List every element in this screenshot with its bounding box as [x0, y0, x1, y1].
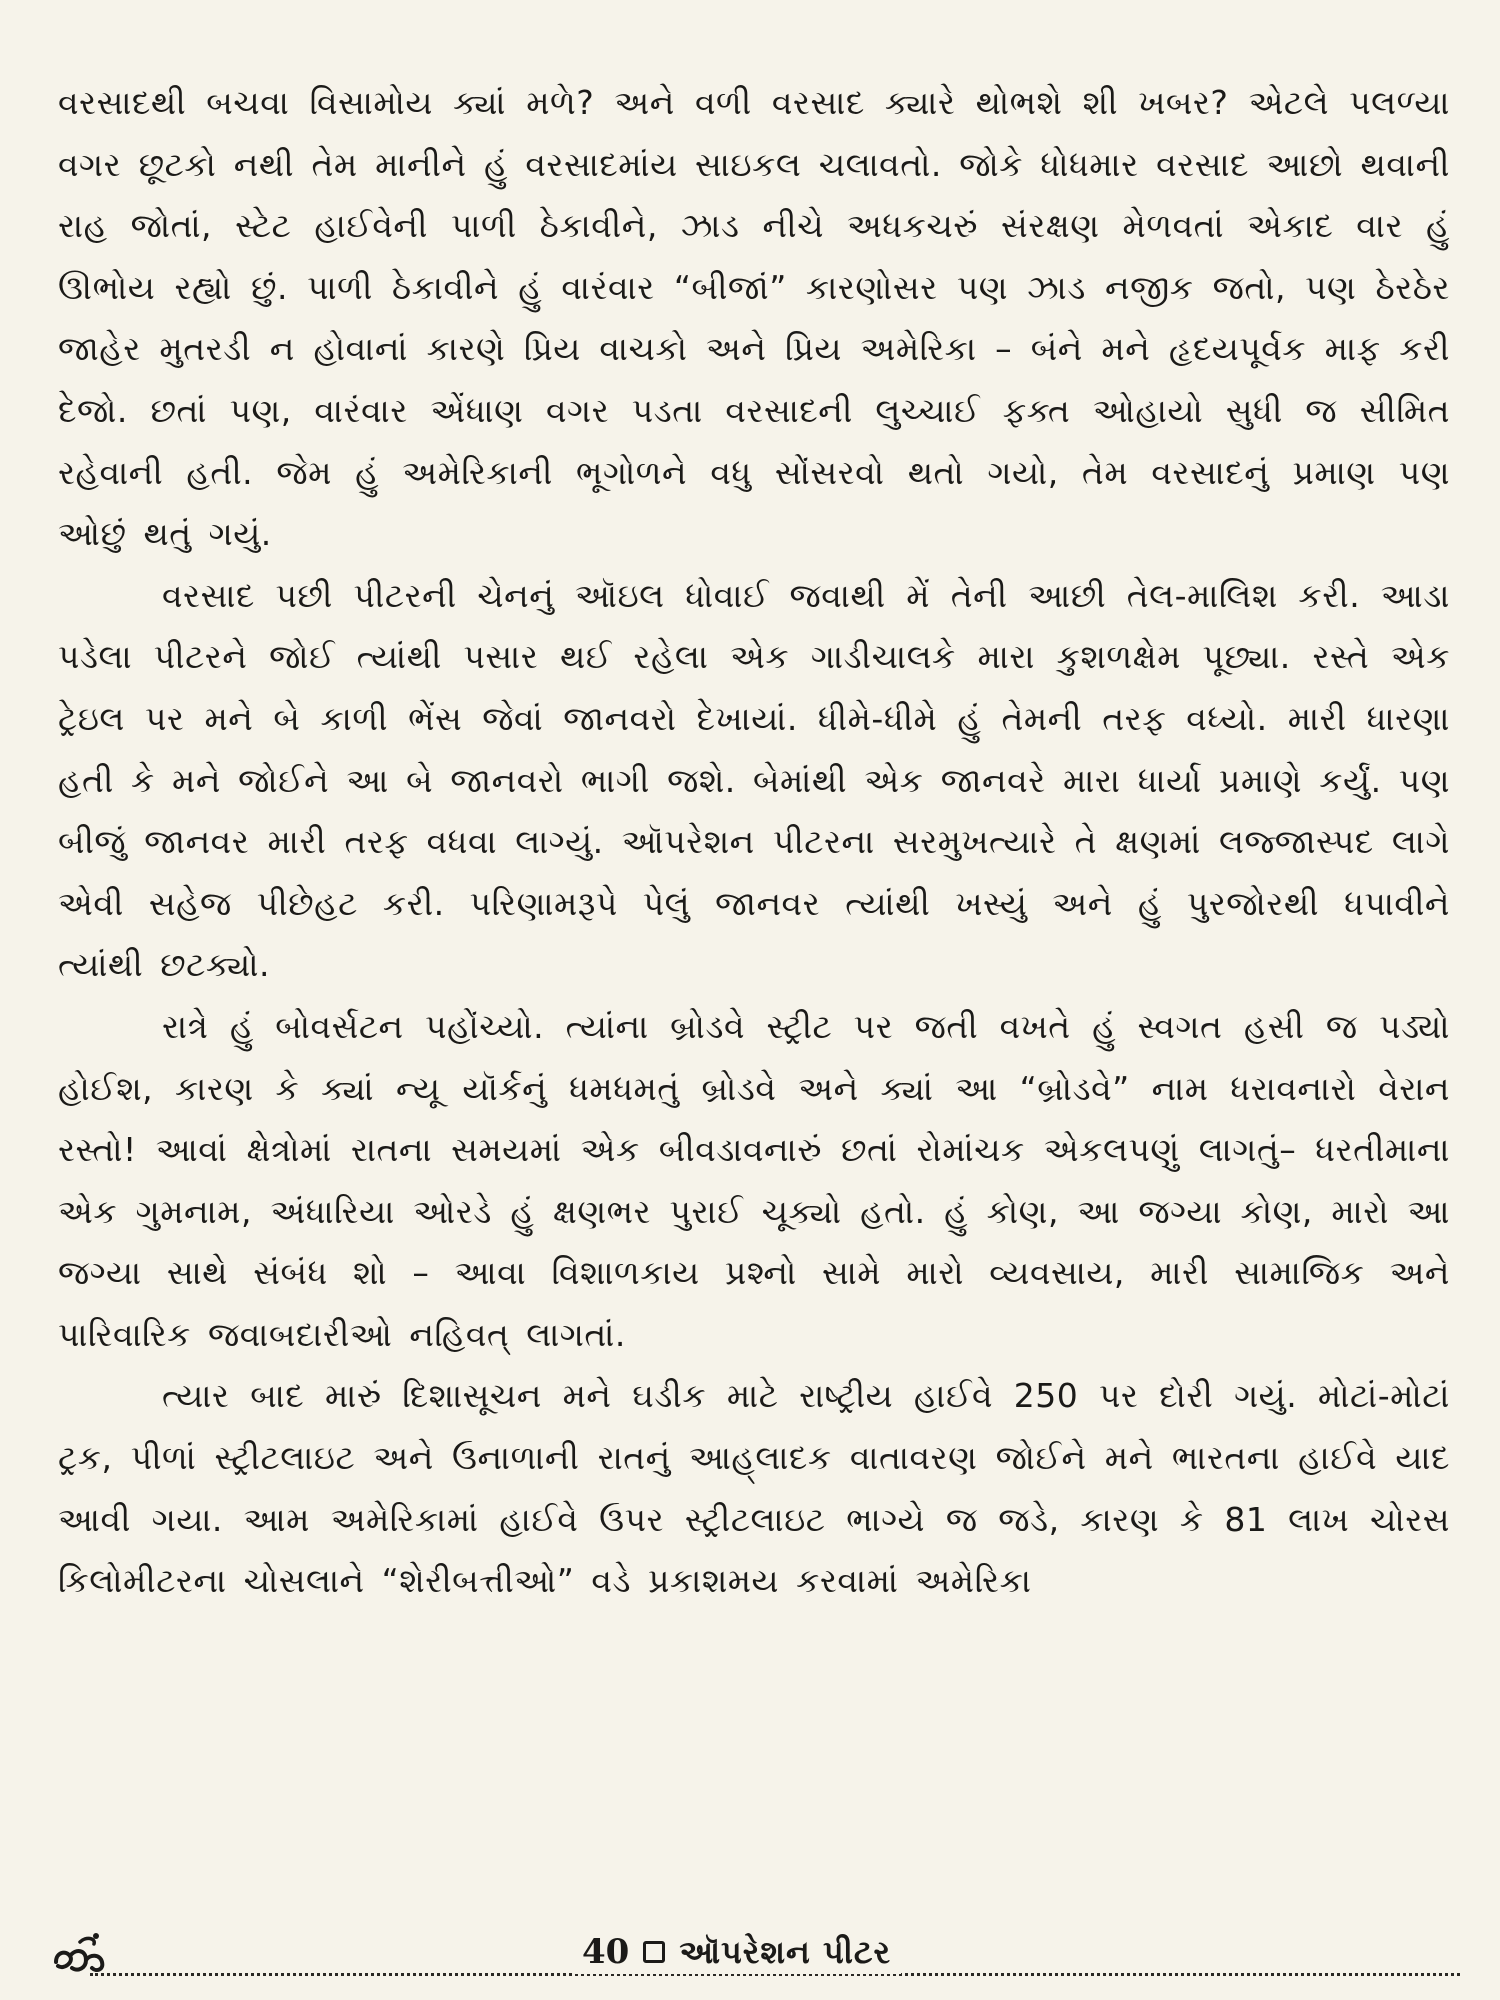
book-title: ઑપરેશન પીટર: [679, 1932, 892, 1971]
paragraph-3: રાત્રે હું બોવર્સટન પહોંચ્યો. ત્યાંના બ્રોડવે સ્ટ્રીટ પર જતી વખતે હું સ્વગત હસી જ પડ્યો હોઈશ, કારણ કે ક્યાં ન્યૂ યૉર્કનું ધમધમતું બ્રોડવે અને ક્યાં આ “બ્રોડવે” નામ ધરાવનારો વેરાન રસ્તો! આવાં ક્ષેત્રોમાં રાતના સમયમાં એક બીવડાવનારું છતાં રોમાંચક એકલપણું લાગતું– ધરતીમાના એક ગુમનામ, અંધારિયા ઓરડે હું ક્ષણભર પુરાઈ ચૂક્યો હતો. હું કોણ, આ જગ્યા કોણ, મારો આ જગ્યા સાથે સંબંધ શો – આવા વિશાળકાય પ્રશ્નો સામે મારો વ્યવસાય, મારી સામાજિક અને પારિવારિક જવાબદારીઓ નહિવત્‌ લાગતાં.: [58, 1006, 1450, 1354]
page-folio: [572, 1930, 901, 1974]
page-number: 40: [582, 1932, 630, 1972]
paragraph-1: વરસાદથી બચવા વિસામોય ક્યાં મળે? અને વળી વરસાદ ક્યારે થોભશે શી ખબર? એટલે પલળ્યા વગર છૂટકો નથી તેમ માનીને હું વરસાદમાંય સાઇકલ ચલાવતો. જોકે ધોધમાર વરસાદ આછો થવાની રાહ જોતાં, સ્ટેટ હાઈવેની પાળી ઠેકાવીને, ઝાડ નીચે અધકચરું સંરક્ષણ મેળવતાં એકાદ વાર હું ઊભોય રહ્યો છું. પાળી ઠેકાવીને હું વારંવાર “બીજાં” કારણોસર પણ ઝાડ નજીક જતો, પણ ઠેરઠેર જાહેર મુતરડી ન હોવાનાં કારણે પ્રિય વાચકો અને પ્રિય અમેરિકા – બંને મને હૃદયપૂર્વક માફ કરી દેજો. છતાં પણ, વારંવાર એંધાણ વગર પડતા વરસાદની લુચ્ચાઈ ફક્ત ઓહાયો સુધી જ સીમિત રહેવાની હતી. જેમ હું અમેરિકાની ભૂગોળને વધુ સોંસરવો થતો ગયો, તેમ વરસાદનું પ્રમાણ પણ ઓછું થતું ગયું.: [58, 83, 1450, 554]
paragraph-2: વરસાદ પછી પીટરની ચેનનું ઑઇલ ધોવાઈ જવાથી મેં તેની આછી તેલ-માલિશ કરી. આડા પડેલા પીટરને જોઈ ત્યાંથી પસાર થઈ રહેલા એક ગાડીચાલકે મારા કુશળક્ષેમ પૂછ્યા. રસ્તે એક ટ્રેઇલ પર મને બે કાળી ભેંસ જેવાં જાનવરો દેખાયાં. ધીમે-ધીમે હું તેમની તરફ વધ્યો. મારી ધારણા હતી કે મને જોઈને આ બે જાનવરો ભાગી જશે. બેમાંથી એક જાનવરે મારા ધાર્યા પ્રમાણે કર્યું. પણ બીજું જાનવર મારી તરફ વધવા લાગ્યું. ઑપરેશન પીટરના સરમુખત્યારે તે ક્ષણમાં લજ્જાસ્પદ લાગે એવી સહેજ પીછેહટ કરી. પરિણામરૂપે પેલું જાનવર ત્યાંથી ખસ્યું અને હું પુરજોરથી ધપાવીને ત્યાંથી છટક્યો.: [58, 575, 1450, 985]
om-logo-icon: [50, 1932, 112, 1976]
body-text: [58, 72, 1450, 1612]
square-box-icon: [643, 1941, 665, 1963]
paragraph-4: ત્યાર બાદ મારું દિશાસૂચન મને ઘડીક માટે રાષ્ટ્રીય હાઈવે 250 પર દોરી ગયું. મોટાં-મોટાં ટ્રક, પીળાં સ્ટ્રીટલાઇટ અને ઉનાળાની રાતનું આહ્‌લાદક વાતાવરણ જોઈને મને ભારતના હાઈવે યાદ આવી ગયા. આમ અમેરિકામાં હાઈવે ઉપર સ્ટ્રીટલાઇટ ભાગ્યે જ જડે, કારણ કે 81 લાખ ચોરસ કિલોમીટરના ચોસલાને “શેરીબત્તીઓ” વડે પ્રકાશમય કરવામાં અમેરિકા: [58, 1376, 1450, 1601]
page-footer: [50, 1932, 1460, 1984]
